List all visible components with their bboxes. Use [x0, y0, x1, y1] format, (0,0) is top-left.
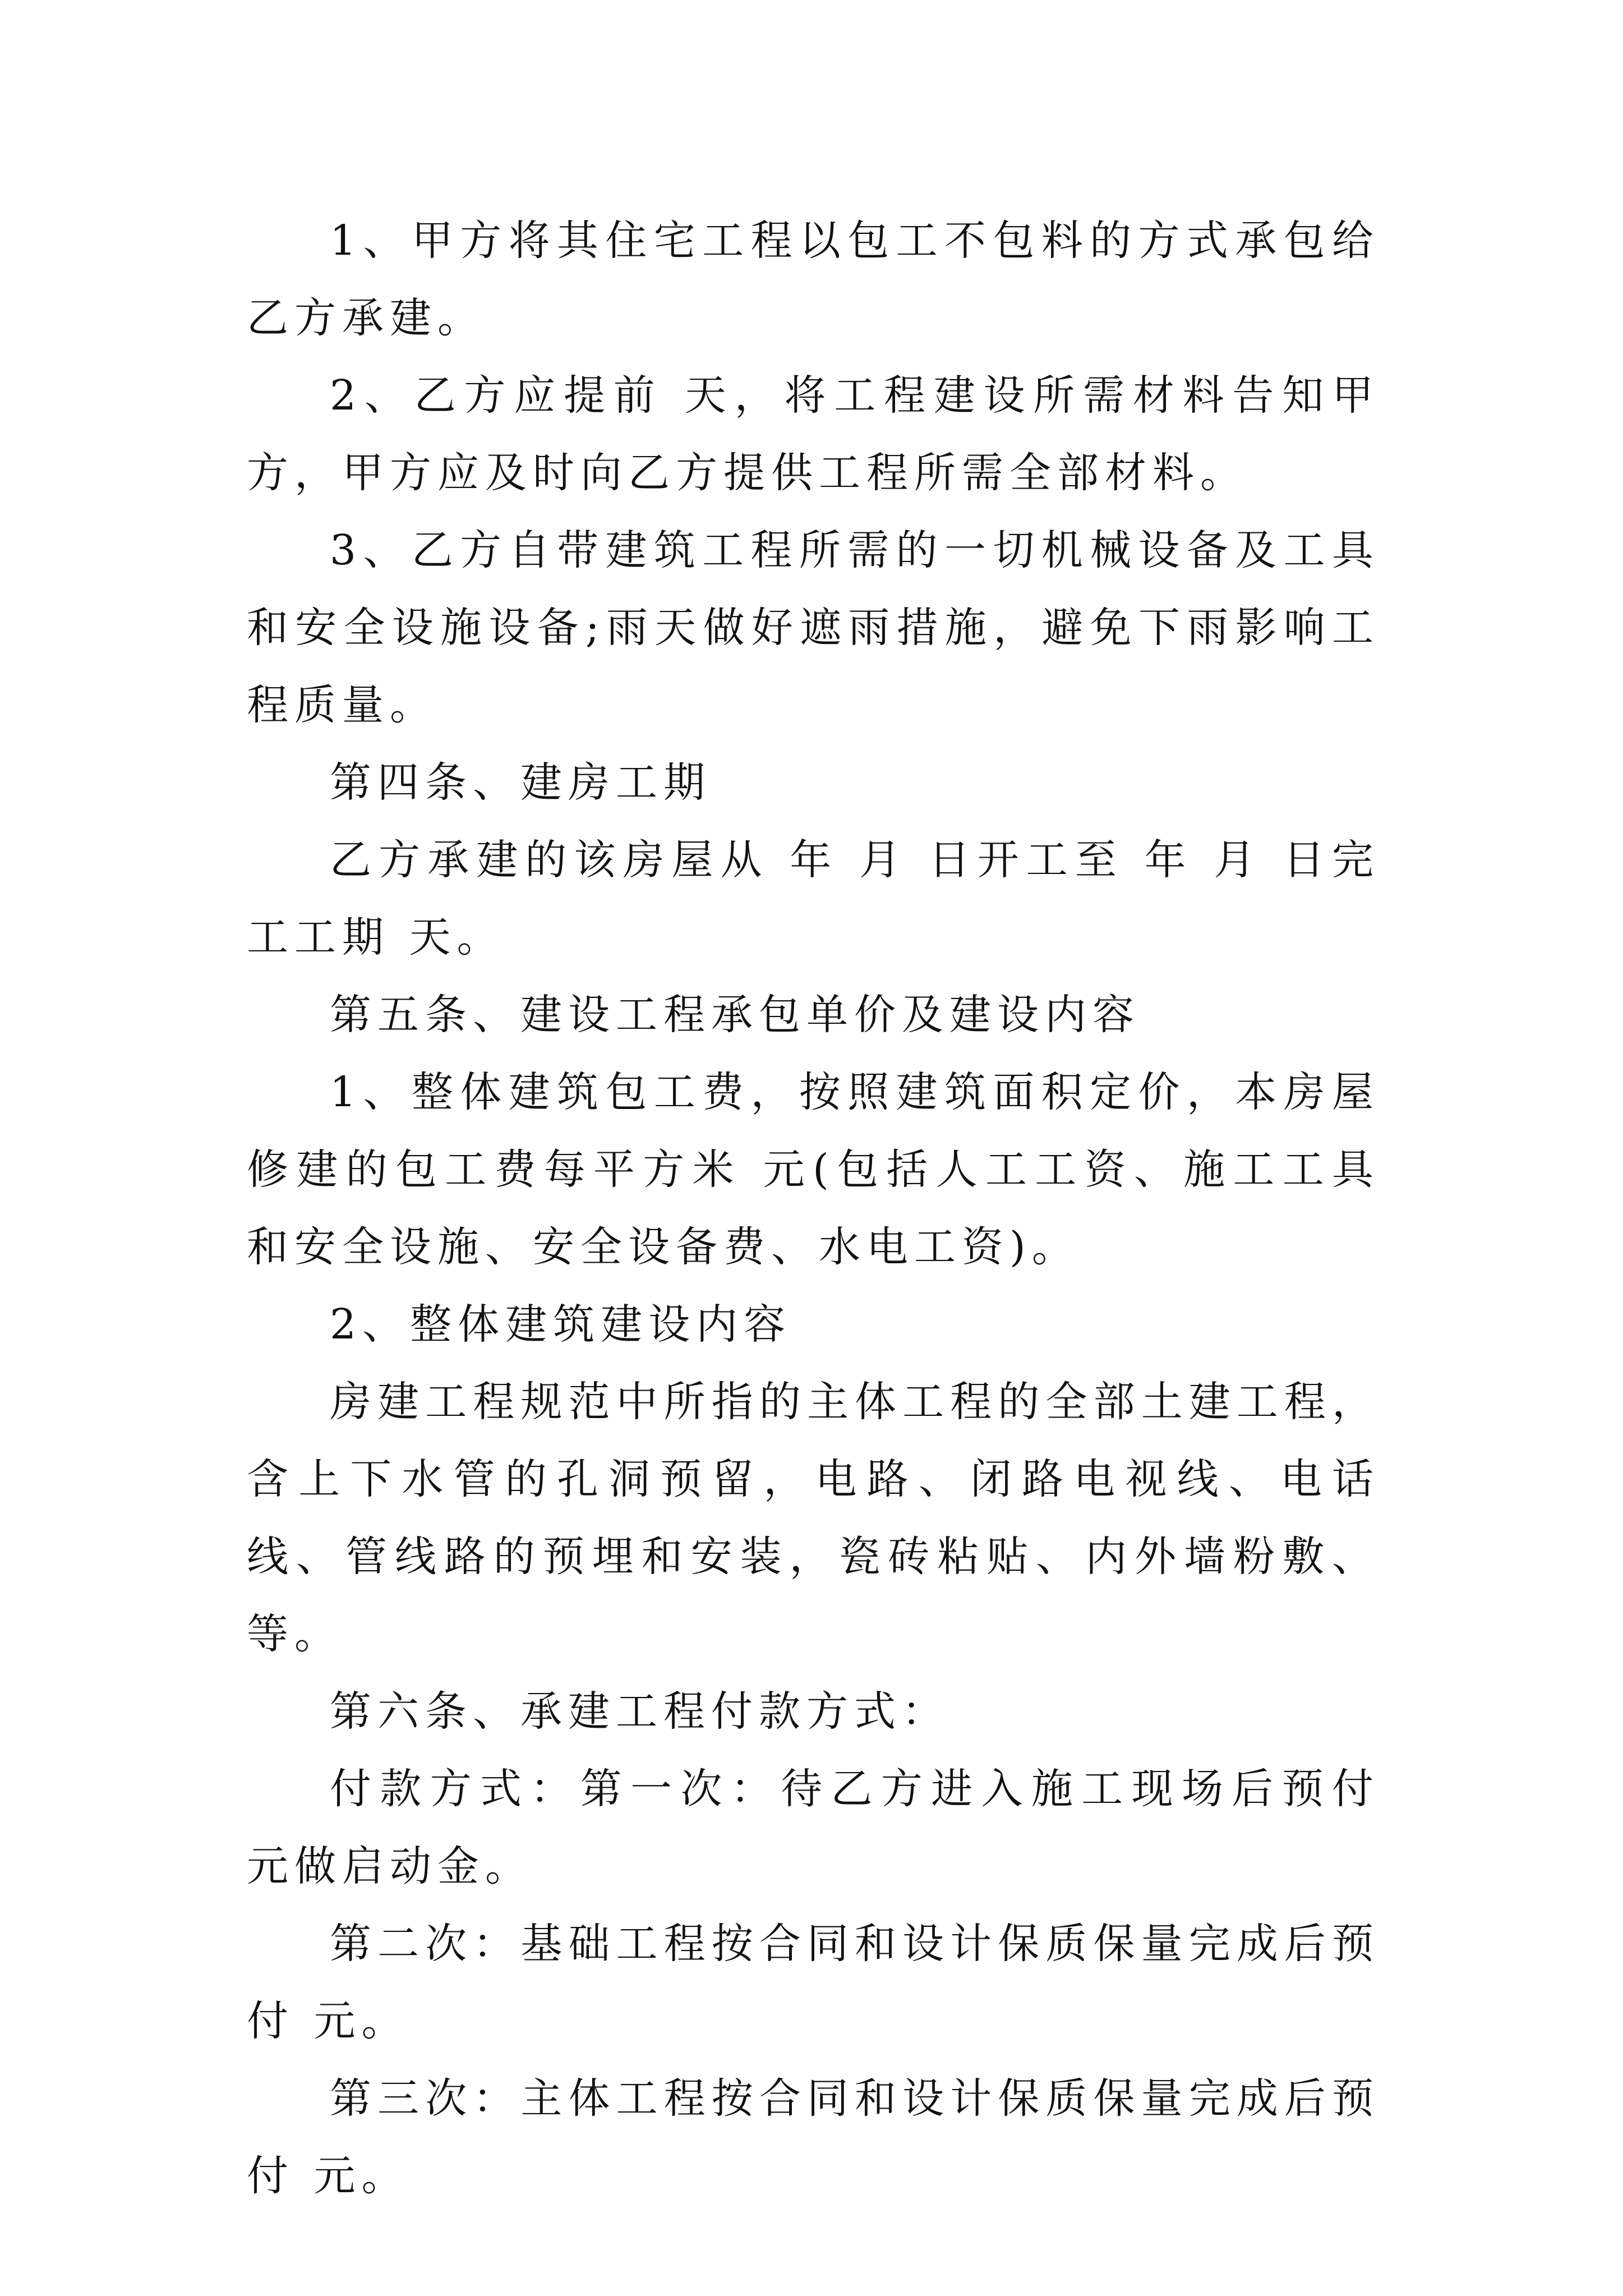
- section-heading: 第五条、建设工程承包单价及建设内容: [330, 991, 1140, 1039]
- section-heading: 第四条、建房工期: [330, 758, 711, 807]
- paragraph: 1、甲方将其住宅工程以包工不包料的方式承包给乙方承建。: [247, 217, 1380, 342]
- paragraph: 第三次：主体工程按合同和设计保质保量完成后预付 元。: [247, 2074, 1380, 2200]
- paragraph: 第二次：基础工程按合同和设计保质保量完成后预付 元。: [247, 1920, 1380, 2045]
- paragraph: 1、整体建筑包工费，按照建筑面积定价，本房屋修建的包工费每平方米 元(包括人工工资、施工工具和安全设施、安全设备费、水电工资)。: [247, 1068, 1380, 1271]
- section-heading: 第六条、承建工程付款方式：: [330, 1687, 949, 1736]
- paragraph: 2、乙方应提前 天，将工程建设所需材料告知甲方，甲方应及时向乙方提供工程所需全部材料。: [247, 371, 1380, 497]
- paragraph: 房建工程规范中所指的主体工程的全部土建工程，含上下水管的孔洞预留，电路、闭路电视线、电话线、管线路的预埋和安装，瓷砖粘贴、内外墙粉敷、 等。: [247, 1378, 1380, 1658]
- document-body: [247, 202, 1380, 2215]
- paragraph: 3、乙方自带建筑工程所需的一切机械设备及工具和安全设施设备;雨天做好遮雨措施，避免下雨影响工程质量。: [247, 526, 1380, 729]
- paragraph: 乙方承建的该房屋从 年 月 日开工至 年 月 日完工工期 天。: [247, 836, 1380, 961]
- paragraph: 付款方式：第一次：待乙方进入施工现场后预付 元做启动金。: [247, 1765, 1380, 1890]
- paragraph: 2、整体建筑建设内容: [330, 1300, 792, 1349]
